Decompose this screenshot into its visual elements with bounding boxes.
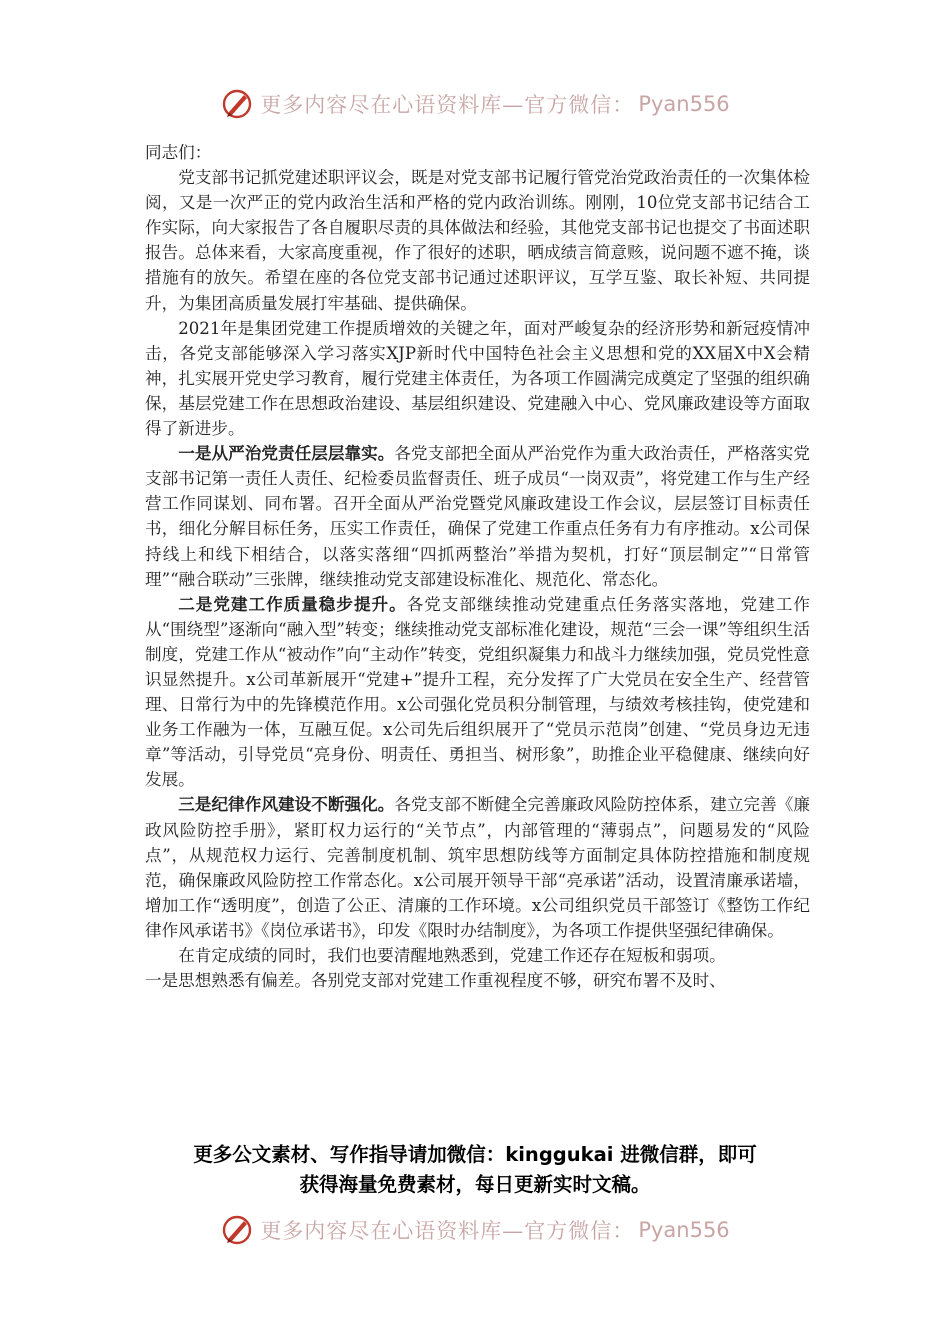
paragraph-problem-one: 一是思想熟悉有偏差。各别党支部对党建工作重视程度不够，研究布署不及时、 (145, 971, 726, 991)
point-one-text: 各党支部把全面从严治党作为重大政治责任，严格落实党支部书记第一责任人责任、纪检委员监督责任、班子成员“一岗双责”，将党建工作与生产经营工作同谋划、同布署。召开全面从严治党暨党风廉政建设工作会议，层层签订目标责任书，细化分解目标任务，压实工作责任，确保了党建工作重点任务有力有序推动。x公司保持线上和线下相结合，以落实落细“四抓两整治”举措为契机，打好“顶层制定”“日常管理”“融合联动”三张牌，继续推动党支部建设标准化、规范化、常态化。 (145, 444, 811, 589)
point-two-text: 各党支部继续推动党建重点任务落实落地，党建工作从“围绕型”逐渐向“融入型”转变；继续推动党支部标准化建设，规范“三会一课”等组织生活制度，党建工作从“被动作”向“主动作”转变，党组织凝集力和战斗力继续加强，党员党性意识显然提升。x公司革新展开“党建+”提升工程，充分发挥了广大党员在安全生产、经营管理、日常行为中的先锋模范作用。x公司强化党员积分制管理，与绩效考核挂钩，使党建和业务工作融为一体，互融互促。x公司先后组织展开了“党员示范岗”创建、“党员身边无违章”等活动，引导党员“亮身份、明责任、勇担当、树形象”，助推企业平稳健康、继续向好发展。 (145, 594, 811, 790)
footer-banner-id: Pyan556 (638, 1218, 730, 1242)
point-two-heading: 二是党建工作质量稳步提升。 (178, 593, 407, 614)
promo-line-1: 更多公文素材、写作指导请加微信：kinggukai 进微信群，即可 (193, 1143, 757, 1166)
paragraph-point-three (145, 792, 810, 943)
header-banner-text: 更多内容尽在心语资料库—官方微信： (260, 93, 635, 117)
footer-banner (0, 1210, 950, 1250)
document-body (145, 140, 810, 993)
point-three-text: 各党支部不断健全完善廉政风险防控体系，建立完善《廉政风险防控手册》，紧盯权力运行的“关节点”，内部管理的“薄弱点”，问题易发的“风险点”，从规范权力运行、完善制度机制、筑牢思想防线等方面制定具体防控措施和制度规范，确保廉政风险防控工作常态化。x公司展开领导干部“亮承诺”活动，设置清廉承诺墙，增加工作“透明度”，创造了公正、清廉的工作环境。x公司组织党员干部签订《整饬工作纪律作风承诺书》《岗位承诺书》，印发《限时办结制度》，为各项工作提供坚强纪律确保。 (145, 795, 811, 940)
paragraph-shortcomings: 在肯定成绩的同时，我们也要清醒地熟悉到，党建工作还存在短板和弱项。 (178, 946, 726, 965)
footer-banner-text: 更多内容尽在心语资料库—官方微信： (260, 1219, 635, 1243)
pen-logo-icon (220, 1213, 254, 1247)
paragraph-intro: 党支部书记抓党建述职评议会，既是对党支部书记履行管党治党政治责任的一次集体检阅，又是一次严正的党内政治生活和严格的党内政治训练。刚刚，10位党支部书记结合工作实际，向大家报告了各自履职尽责的具体做法和经验，其他党支部书记也提交了书面述职报告。总体来看，大家高度重视，作了很好的述职，晒成绩言简意赅，说问题不遮不掩，谈措施有的放矢。希望在座的各位党支部书记通过述职评议，互学互鉴、取长补短、共同提升，为集团高质量发展打牢基础、提供确保。 (145, 168, 810, 313)
promo-line-2: 获得海量免费素材，每日更新实时文稿。 (299, 1173, 651, 1196)
header-banner-id: Pyan556 (638, 92, 730, 116)
paragraph-point-one (145, 441, 810, 592)
paragraph-overview: 2021年是集团党建工作提质增效的关键之年，面对严峻复杂的经济形势和新冠疫情冲击，各党支部能够深入学习落实XJP新时代中国特色社会主义思想和党的XX届X中X会精神，扎实展开党史学习教育，履行党建主体责任，为各项工作圆满完成奠定了坚强的组织确保，基层党建工作在思想政治建设、基层组织建设、党建融入中心、党风廉政建设等方面取得了新进步。 (145, 318, 810, 439)
point-one-heading: 一是从严治党责任层层靠实。 (178, 443, 395, 464)
paragraph-point-two (145, 592, 810, 793)
promo-note (100, 1140, 850, 1200)
header-banner (0, 84, 950, 124)
pen-logo-icon (220, 87, 254, 121)
point-three-heading: 三是纪律作风建设不断强化。 (178, 794, 395, 815)
salutation: 同志们： (145, 143, 212, 162)
